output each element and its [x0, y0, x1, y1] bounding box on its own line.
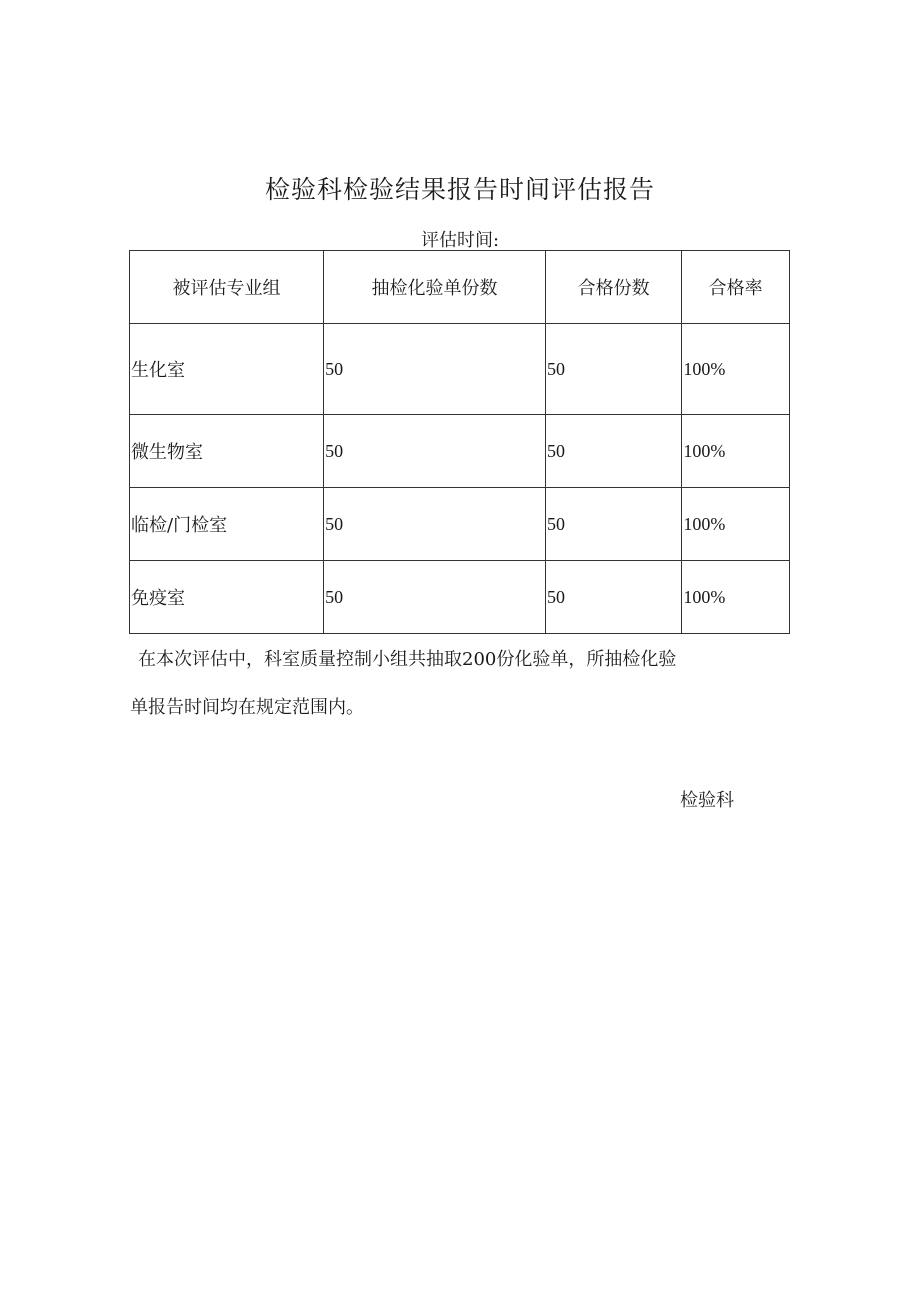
cell-sampled-count: 50: [324, 415, 546, 488]
cell-qualified-count: 50: [545, 561, 681, 634]
header-sampled-count: 抽检化验单份数: [324, 251, 546, 324]
cell-group: 微生物室: [130, 415, 324, 488]
cell-qualified-count: 50: [545, 415, 681, 488]
table-row: [130, 561, 790, 634]
summary-line-1: 在本次评估中，科室质量控制小组共抽取200份化验单，所抽检化验: [138, 649, 677, 670]
table-header-row: [130, 251, 790, 324]
table-row: [130, 324, 790, 415]
cell-sampled-count: 50: [324, 561, 546, 634]
header-qualified-count: 合格份数: [545, 251, 681, 324]
cell-pass-rate: 100%: [682, 415, 790, 488]
cell-pass-rate: 100%: [682, 324, 790, 415]
cell-qualified-count: 50: [545, 324, 681, 415]
header-pass-rate: 合格率: [682, 251, 790, 324]
cell-pass-rate: 100%: [682, 561, 790, 634]
document-title: 检验科检验结果报告时间评估报告: [264, 175, 655, 204]
cell-sampled-count: 50: [324, 488, 546, 561]
table-row: [130, 415, 790, 488]
cell-group: 免疫室: [130, 561, 324, 634]
cell-qualified-count: 50: [545, 488, 681, 561]
summary-line-2: 单报告时间均在规定范围内。: [130, 697, 364, 718]
cell-sampled-count: 50: [324, 324, 546, 415]
header-group: 被评估专业组: [130, 251, 324, 324]
signature: 检验科: [680, 790, 734, 811]
summary-paragraph: [130, 636, 750, 732]
cell-group: 临检/门检室: [130, 488, 324, 561]
table-row: [130, 488, 790, 561]
evaluation-time-label: 评估时间:: [420, 230, 500, 251]
cell-group: 生化室: [130, 324, 324, 415]
cell-pass-rate: 100%: [682, 488, 790, 561]
assessment-table: [129, 250, 790, 634]
